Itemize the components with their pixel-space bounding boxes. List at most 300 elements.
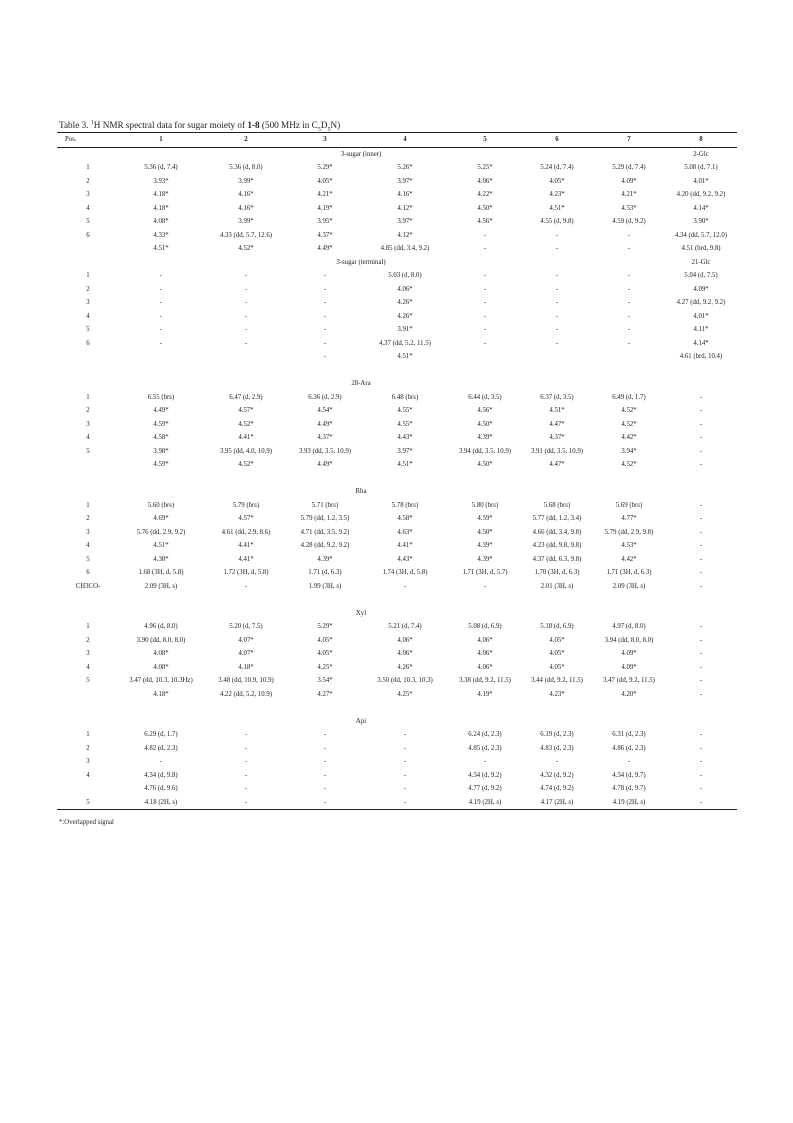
position-cell: 2 — [86, 515, 90, 522]
group-label: Xyl — [355, 609, 367, 617]
group-label-compound-8 — [665, 715, 737, 729]
shift-cell-compound-3: - — [323, 299, 327, 306]
position-cell: 1 — [86, 501, 90, 509]
table-row — [57, 242, 737, 256]
shift-cell-compound-5: 4.39* — [477, 555, 493, 563]
shift-cell-compound-3: 4.27* — [317, 690, 333, 698]
shift-cell-compound-8: 4.51 (brd, 9.8) — [681, 245, 721, 252]
shift-cell-compound-3: - — [323, 785, 327, 792]
caption-isotope: 1 — [90, 120, 94, 126]
shift-cell-compound-3: 4.39* — [317, 555, 333, 563]
shift-cell-compound-3: - — [323, 771, 327, 779]
shift-cell-compound-1: 3.47 (dd, 10.3, 10.3Hz) — [129, 677, 193, 684]
shift-cell-compound-7: 4.42* — [621, 555, 637, 563]
position-cell: 3 — [86, 191, 90, 198]
shift-cell-compound-4: 4.43* — [397, 555, 413, 563]
shift-cell-compound-4: 4.51* — [397, 461, 413, 468]
shift-cell-compound-3: - — [323, 272, 327, 279]
shift-cell-compound-3: 3.95* — [317, 218, 333, 225]
shift-cell-compound-8: - — [699, 501, 703, 509]
shift-cell-compound-5: - — [483, 285, 487, 293]
shift-cell-compound-5: 6.24 (d, 2.3) — [468, 731, 502, 738]
shift-cell-compound-1: 4.18* — [153, 204, 169, 212]
shift-cell-compound-5: 4.34 (d, 9.2) — [468, 771, 502, 779]
shift-cell-compound-6: - — [555, 231, 559, 239]
position-cell: 4 — [86, 771, 90, 779]
header-compound-1: 1 — [159, 136, 163, 143]
shift-cell-compound-7: 5.29 (d, 7.4) — [612, 164, 646, 171]
shift-cell-compound-4: 4.06* — [397, 650, 413, 657]
group-label-compound-8 — [665, 607, 737, 621]
shift-cell-compound-1: - — [159, 299, 163, 306]
shift-cell-compound-4: 4.37 (dd, 5.2, 11.5) — [379, 339, 431, 347]
table-row — [57, 310, 737, 324]
shift-cell-compound-2: 4.52* — [238, 245, 254, 252]
caption-mid: H NMR spectral data for sugar moiety of — [93, 120, 248, 131]
shift-cell-compound-7: 4.52* — [621, 420, 637, 428]
table-row — [57, 769, 737, 783]
shift-cell-compound-2: 3.99* — [238, 218, 254, 225]
shift-cell-compound-5: 4.50* — [477, 420, 493, 428]
shift-cell-compound-2: 4.57* — [238, 515, 254, 522]
shift-cell-compound-2: - — [244, 785, 248, 792]
shift-cell-compound-4: 3.50 (dd, 10.3, 10.3) — [377, 677, 433, 684]
shift-cell-compound-5: - — [483, 758, 487, 765]
shift-cell-compound-1: 4.38* — [153, 555, 169, 563]
shift-cell-compound-8: 4.27 (dd, 9.2, 9.2) — [676, 299, 726, 306]
table-row — [57, 580, 737, 594]
shift-cell-compound-4: 3.97* — [397, 218, 413, 225]
caption-compounds: 1-8 — [247, 120, 260, 131]
shift-cell-compound-2: 4.22 (dd, 5.2, 10.9) — [219, 690, 273, 698]
shift-cell-compound-6: - — [555, 299, 559, 306]
shift-cell-compound-2: - — [244, 326, 248, 333]
header-compound-2: 2 — [244, 136, 248, 143]
table-row — [57, 337, 737, 351]
shift-cell-compound-4: 5.78 (brs) — [391, 501, 419, 509]
caption-suffix: (500 MHz in C — [259, 120, 318, 131]
shift-cell-compound-6: 4.05* — [549, 177, 565, 185]
shift-cell-compound-1: 4.18* — [153, 690, 169, 698]
group-label-compound-8: 2-Glc — [693, 150, 709, 158]
shift-cell-compound-8: 4.01* — [693, 312, 709, 320]
shift-cell-compound-5: 4.50* — [477, 461, 493, 468]
shift-cell-compound-4: - — [403, 731, 407, 738]
shift-cell-compound-4: 3.97* — [397, 177, 413, 185]
shift-cell-compound-5: 3.94 (dd, 3.5, 10.9) — [458, 447, 512, 455]
shift-cell-compound-6: 3.91 (dd, 3.5, 10.9) — [530, 447, 584, 455]
shift-cell-compound-5: 3.38 (dd, 9.2, 11.5) — [459, 677, 511, 684]
shift-cell-compound-1: 4.34 (d, 9.8) — [144, 771, 178, 779]
shift-cell-compound-4: 4.12* — [397, 231, 413, 239]
shift-cell-compound-5: - — [483, 299, 487, 306]
spacer-cell — [57, 701, 737, 715]
shift-cell-compound-5: 4.19 (2H, s) — [468, 798, 502, 806]
shift-cell-compound-8: - — [699, 785, 703, 792]
table-row — [57, 782, 737, 796]
shift-cell-compound-8: - — [699, 461, 703, 468]
shift-cell-compound-6 — [521, 350, 593, 364]
shift-cell-compound-7: 4.59 (d, 9.2) — [612, 218, 646, 225]
shift-cell-compound-1: 5.76 (dd, 2.9, 9.2) — [136, 528, 186, 536]
shift-cell-compound-3: 4.28 (dd, 9.2, 9.2) — [300, 542, 350, 549]
shift-cell-compound-4: 4.26* — [397, 312, 413, 320]
shift-cell-compound-3: 4.21* — [317, 191, 333, 198]
shift-cell-compound-5: 4.56* — [477, 218, 493, 225]
group-header-row — [57, 485, 737, 499]
shift-cell-compound-4: 4.41* — [397, 542, 413, 549]
shift-cell-compound-6: 3.44 (dd, 9.2, 11.5) — [531, 677, 583, 684]
shift-cell-compound-2: 4.41* — [238, 434, 254, 441]
shift-cell-compound-1 — [119, 350, 203, 364]
shift-cell-compound-1: 5.36 (d, 7.4) — [144, 164, 178, 171]
shift-cell-compound-2: 3.48 (dd, 10.9, 10.9) — [218, 677, 274, 684]
shift-cell-compound-8: 4.11* — [693, 326, 709, 333]
shift-cell-compound-1: 3.93* — [153, 177, 169, 185]
shift-cell-compound-5: 4.39* — [477, 434, 493, 441]
shift-cell-compound-4: 4.06* — [397, 636, 413, 644]
group-label-compound-8 — [665, 377, 737, 391]
header-pos: Pos. — [65, 136, 77, 143]
position-cell: 3 — [86, 650, 90, 657]
shift-cell-compound-6: - — [555, 758, 559, 765]
shift-cell-compound-5: 4.56* — [477, 407, 493, 414]
shift-cell-compound-3: 4.19* — [317, 204, 333, 212]
table-row — [57, 431, 737, 445]
shift-cell-compound-4: 3.91* — [397, 326, 413, 333]
caption-sub2: 5 — [327, 126, 331, 133]
nmr-data-table — [57, 132, 737, 810]
table-row — [57, 458, 737, 472]
shift-cell-compound-4: - — [403, 758, 407, 765]
shift-cell-compound-2: - — [244, 312, 248, 320]
shift-cell-compound-5: - — [483, 339, 487, 347]
shift-cell-compound-2: - — [244, 299, 248, 306]
spacer-cell — [57, 593, 737, 607]
shift-cell-compound-6: 2.01 (3H, s) — [540, 582, 574, 590]
shift-cell-compound-4: 4.43* — [397, 434, 413, 441]
shift-cell-compound-1: - — [159, 758, 163, 765]
shift-cell-compound-5: 6.44 (d, 3.5) — [468, 393, 502, 401]
shift-cell-compound-4: 6.48 (brs) — [391, 393, 419, 401]
shift-cell-compound-7: - — [627, 326, 631, 333]
shift-cell-compound-2: 5.36 (d, 8.0) — [229, 164, 263, 171]
position-cell: 5 — [86, 218, 90, 225]
shift-cell-compound-8: - — [699, 582, 703, 590]
shift-cell-compound-6: 4.51* — [549, 407, 565, 414]
position-cell: 5 — [86, 326, 90, 333]
shift-cell-compound-6: 4.05* — [549, 663, 565, 671]
shift-cell-compound-3: 1.99 (3H, s) — [308, 582, 342, 590]
shift-cell-compound-1: - — [159, 272, 163, 279]
shift-cell-compound-3: - — [323, 312, 327, 320]
spacer-row — [57, 593, 737, 607]
table-row — [57, 553, 737, 567]
header-compound-5: 5 — [483, 136, 487, 143]
shift-cell-compound-3: 4.25* — [317, 663, 333, 671]
table-row — [57, 445, 737, 459]
shift-cell-compound-7: 3.94 (dd, 8.0, 8.0) — [604, 636, 654, 644]
shift-cell-compound-1: 4.08* — [153, 218, 169, 225]
shift-cell-compound-6: 4.37* — [549, 434, 565, 441]
position-cell — [57, 782, 119, 796]
header-compound-3: 3 — [323, 136, 327, 143]
shift-cell-compound-3: - — [323, 798, 327, 806]
table-row — [57, 674, 737, 688]
position-cell — [57, 350, 119, 364]
shift-cell-compound-2: 6.47 (d, 2.9) — [229, 393, 263, 401]
spacer-row — [57, 472, 737, 486]
group-header-row — [57, 715, 737, 729]
shift-cell-compound-3: 4.05* — [317, 650, 333, 657]
spacer-cell — [57, 472, 737, 486]
shift-cell-compound-2: - — [244, 582, 248, 590]
shift-cell-compound-1: 4.69* — [153, 515, 169, 522]
shift-cell-compound-1: - — [159, 285, 163, 293]
table-row — [57, 742, 737, 756]
shift-cell-compound-2: 5.79 (brs) — [232, 501, 260, 509]
shift-cell-compound-7: 3.47 (dd, 9.2, 11.5) — [603, 677, 655, 684]
shift-cell-compound-6: - — [555, 245, 559, 252]
shift-cell-compound-5: - — [483, 312, 487, 320]
shift-cell-compound-7: 4.78 (d, 9.7) — [612, 785, 646, 792]
shift-cell-compound-7: - — [627, 758, 631, 765]
position-cell: 6 — [86, 569, 90, 576]
shift-cell-compound-8: 4.14* — [693, 204, 709, 212]
shift-cell-compound-6: 4.17 (2H, s) — [540, 798, 574, 806]
shift-cell-compound-2: 4.07* — [238, 636, 254, 644]
shift-cell-compound-3: 5.29* — [317, 623, 333, 630]
shift-cell-compound-8: - — [699, 677, 703, 684]
shift-cell-compound-1: - — [159, 326, 163, 333]
shift-cell-compound-7: 4.52* — [621, 407, 637, 414]
shift-cell-compound-8: - — [699, 690, 703, 698]
shift-cell-compound-6: 4.37 (dd, 6.3, 9.8) — [532, 555, 582, 563]
table-body — [57, 147, 737, 810]
shift-cell-compound-8: - — [699, 420, 703, 428]
table-row — [57, 188, 737, 202]
shift-cell-compound-1: 4.08* — [153, 650, 169, 657]
shift-cell-compound-2: - — [244, 731, 248, 738]
shift-cell-compound-4: 4.06* — [397, 285, 413, 293]
shift-cell-compound-7: 4.42* — [621, 434, 637, 441]
shift-cell-compound-4: - — [403, 744, 407, 752]
table-row — [57, 404, 737, 418]
shift-cell-compound-2: - — [244, 758, 248, 765]
shift-cell-compound-2: - — [244, 771, 248, 779]
position-cell: 2 — [86, 407, 90, 414]
shift-cell-compound-6: 4.05* — [549, 636, 565, 644]
shift-cell-compound-2: 1.72 (3H, d, 5.8) — [223, 569, 269, 576]
shift-cell-compound-4: - — [403, 582, 407, 590]
spacer-row — [57, 701, 737, 715]
position-cell: 3 — [86, 758, 90, 765]
shift-cell-compound-3: 4.54* — [317, 407, 333, 414]
position-cell: 3 — [86, 420, 90, 428]
shift-cell-compound-5: 4.06* — [477, 177, 493, 185]
shift-cell-compound-5: - — [483, 231, 487, 239]
shift-cell-compound-7: - — [627, 285, 631, 293]
shift-cell-compound-8: 5.04 (d, 7.5) — [684, 272, 718, 279]
shift-cell-compound-7: 4.20* — [621, 690, 637, 698]
shift-cell-compound-5: 5.80 (brs) — [471, 501, 499, 509]
shift-cell-compound-2: 4.61 (dd, 2.9, 8.6) — [221, 528, 271, 536]
group-label: 3-sugar (terminal) — [336, 258, 386, 266]
shift-cell-compound-1: 1.68 (3H, d, 5.8) — [138, 569, 184, 576]
position-cell: 5 — [86, 555, 90, 563]
shift-cell-compound-5: 4.06* — [477, 636, 493, 644]
shift-cell-compound-5 — [449, 350, 521, 364]
shift-cell-compound-4: 4.51* — [397, 353, 413, 360]
position-cell: 5 — [86, 798, 90, 806]
shift-cell-compound-4: - — [403, 771, 407, 779]
shift-cell-compound-3: 4.05* — [317, 636, 333, 644]
table-row — [57, 418, 737, 432]
shift-cell-compound-3: 5.29* — [317, 164, 333, 171]
table-row — [57, 202, 737, 216]
shift-cell-compound-3: 3.54* — [317, 677, 333, 684]
shift-cell-compound-7: - — [627, 245, 631, 252]
shift-cell-compound-8: - — [699, 434, 703, 441]
shift-cell-compound-1: 6.29 (d, 1.7) — [144, 731, 178, 738]
position-cell — [57, 458, 119, 472]
shift-cell-compound-7 — [593, 350, 665, 364]
shift-cell-compound-7: 4.09* — [621, 177, 637, 185]
shift-cell-compound-1: 4.82 (d, 2.3) — [144, 744, 178, 752]
header-compound-8: 8 — [699, 136, 703, 143]
shift-cell-compound-8: - — [699, 569, 703, 576]
shift-cell-compound-1: 4.76 (d, 9.6) — [144, 785, 178, 792]
shift-cell-compound-1: 4.33* — [153, 231, 169, 239]
shift-cell-compound-1: 6.55 (brs) — [147, 393, 175, 401]
shift-cell-compound-4: 4.85 (dd, 3.4, 9.2) — [380, 245, 430, 252]
table-row — [57, 499, 737, 513]
spacer-row — [57, 364, 737, 378]
position-cell: 1 — [86, 393, 90, 401]
shift-cell-compound-5: 4.22* — [477, 191, 493, 198]
shift-cell-compound-8: - — [699, 731, 703, 738]
table-row — [57, 661, 737, 675]
shift-cell-compound-6: 5.68 (brs) — [543, 501, 571, 509]
shift-cell-compound-6: 4.51* — [549, 204, 565, 212]
shift-cell-compound-5: 5.25* — [477, 164, 493, 171]
shift-cell-compound-2: - — [244, 798, 248, 806]
header-compound-6: 6 — [555, 136, 559, 143]
position-cell: 2 — [86, 177, 90, 185]
shift-cell-compound-2: 4.18* — [238, 663, 254, 671]
shift-cell-compound-8: - — [699, 758, 703, 765]
shift-cell-compound-4: 5.03 (d, 8.0) — [388, 272, 422, 279]
position-cell: 6 — [86, 231, 90, 239]
shift-cell-compound-8: - — [699, 528, 703, 536]
shift-cell-compound-4: 4.26* — [397, 299, 413, 306]
shift-cell-compound-2: - — [244, 285, 248, 293]
shift-cell-compound-3: 5.71 (brs) — [311, 501, 339, 509]
position-cell: 4 — [86, 663, 90, 671]
shift-cell-compound-5: 4.85 (d, 2.3) — [468, 744, 502, 752]
shift-cell-compound-7: - — [627, 272, 631, 279]
shift-cell-compound-1: 5.60 (brs) — [147, 501, 175, 509]
shift-cell-compound-2: - — [244, 272, 248, 279]
shift-cell-compound-2: 4.16* — [238, 204, 254, 212]
position-cell: 5 — [86, 447, 90, 455]
shift-cell-compound-3: 5.79 (dd, 1.2, 3.5) — [300, 515, 350, 522]
shift-cell-compound-7: 4.21* — [621, 191, 637, 198]
group-label: Api — [355, 717, 367, 725]
shift-cell-compound-3: 4.49* — [317, 245, 333, 252]
shift-cell-compound-7: 4.77* — [621, 515, 637, 522]
shift-cell-compound-6: 4.32 (d, 9.2) — [540, 771, 574, 779]
group-header-row — [57, 256, 737, 270]
shift-cell-compound-6: 4.23* — [549, 191, 565, 198]
table-row — [57, 283, 737, 297]
shift-cell-compound-6: 4.23 (dd, 9.8, 9.8) — [532, 542, 582, 549]
position-cell: 4 — [86, 542, 90, 549]
shift-cell-compound-4: 4.58* — [397, 515, 413, 522]
shift-cell-compound-7: - — [627, 299, 631, 306]
shift-cell-compound-8: - — [699, 393, 703, 401]
shift-cell-compound-7: 4.53* — [621, 542, 637, 549]
position-cell: 1 — [86, 164, 90, 171]
table-row — [57, 215, 737, 229]
shift-cell-compound-3: - — [323, 731, 327, 738]
shift-cell-compound-4: 4.63* — [397, 528, 413, 536]
group-label-compound-8 — [665, 485, 737, 499]
shift-cell-compound-8: 4.20 (dd, 9.2, 9.2) — [676, 191, 726, 198]
shift-cell-compound-1: 2.09 (3H, s) — [144, 582, 178, 590]
shift-cell-compound-3: - — [323, 744, 327, 752]
shift-cell-compound-2: 4.57* — [238, 407, 254, 414]
table-row — [57, 728, 737, 742]
shift-cell-compound-3: 1.71 (d, 6.3) — [308, 569, 342, 576]
caption-d: D — [320, 120, 328, 131]
group-header-row — [57, 377, 737, 391]
caption-prefix: Table 3. — [59, 120, 91, 131]
position-cell: 3 — [86, 528, 90, 536]
shift-cell-compound-5: 4.59* — [477, 515, 493, 522]
shift-cell-compound-8: - — [699, 623, 703, 630]
position-cell: 4 — [86, 312, 90, 320]
shift-cell-compound-2: - — [244, 339, 248, 347]
shift-cell-compound-2 — [203, 350, 289, 364]
table-row — [57, 755, 737, 769]
shift-cell-compound-6: 5.77 (dd, 1.2, 3.4) — [532, 515, 582, 522]
shift-cell-compound-8: - — [699, 650, 703, 657]
table-row — [57, 175, 737, 189]
shift-cell-compound-3: - — [323, 339, 327, 347]
shift-cell-compound-4: 4.25* — [397, 690, 413, 698]
shift-cell-compound-1: 4.59* — [153, 420, 169, 428]
shift-cell-compound-2: 4.52* — [238, 461, 254, 468]
shift-cell-compound-7: 5.79 (dd, 2.9, 9.8) — [604, 528, 654, 536]
position-cell: 6 — [86, 339, 90, 347]
shift-cell-compound-8: 4.14* — [693, 339, 709, 347]
shift-cell-compound-1: 3.98* — [153, 447, 169, 455]
table-caption — [59, 120, 340, 133]
shift-cell-compound-3: 4.49* — [317, 420, 333, 428]
shift-cell-compound-4: 5.26* — [397, 164, 413, 171]
position-cell — [57, 242, 119, 256]
shift-cell-compound-5: 4.19* — [477, 690, 493, 698]
shift-cell-compound-8: - — [699, 407, 703, 414]
caption-end: N) — [330, 120, 341, 131]
shift-cell-compound-5: 4.50* — [477, 528, 493, 536]
shift-cell-compound-6: 5.24 (d, 7.4) — [540, 164, 574, 171]
shift-cell-compound-5: - — [483, 272, 487, 279]
shift-cell-compound-8: 4.01* — [693, 177, 709, 185]
shift-cell-compound-7: 2.09 (3H, s) — [612, 582, 646, 590]
shift-cell-compound-4: 4.12* — [397, 204, 413, 212]
